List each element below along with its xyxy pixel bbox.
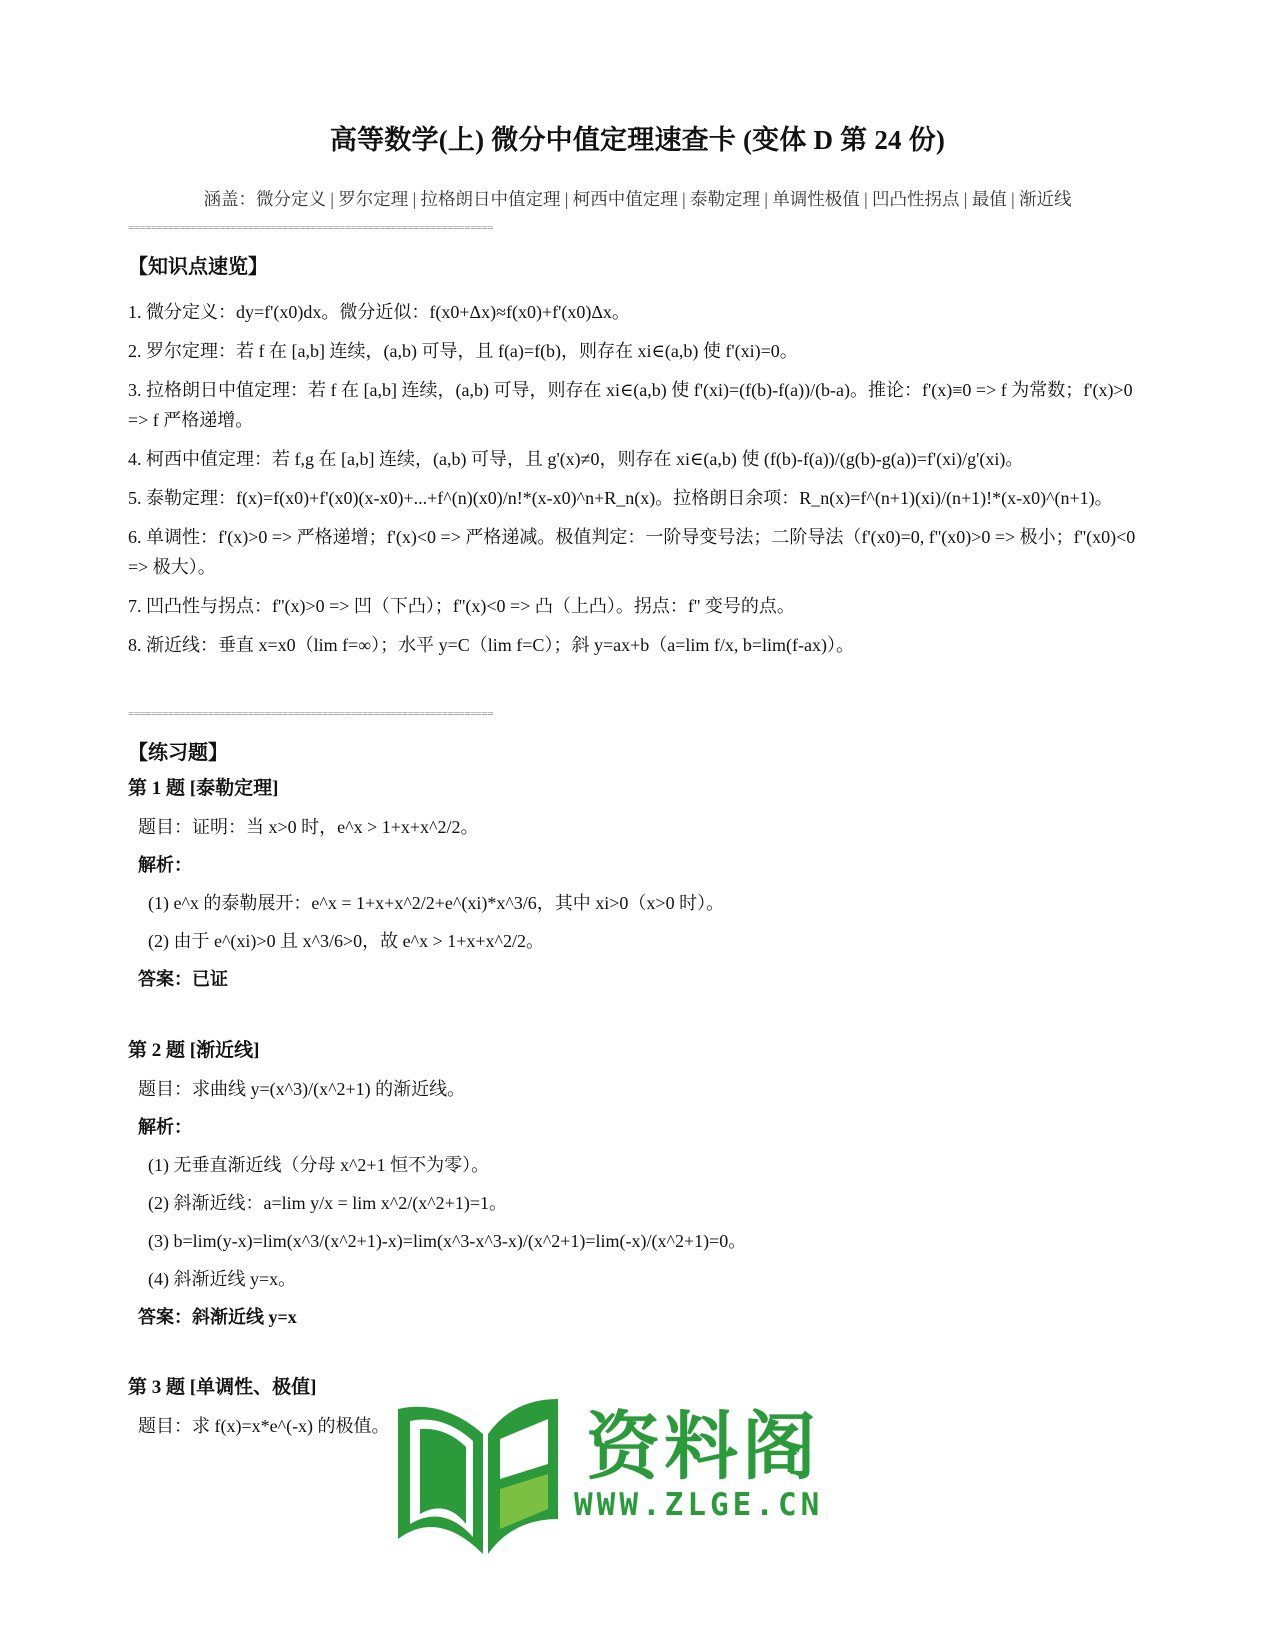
open-book-icon (388, 1379, 568, 1559)
analysis-label: 解析： (138, 855, 192, 875)
analysis-label: 解析： (138, 1117, 192, 1137)
practice-heading: 【练习题】 (128, 742, 228, 764)
question-title: 第 2 题 [渐近线] (128, 1040, 260, 1061)
question-stem: 题目：求曲线 y=(x^3)/(x^2+1) 的渐近线。 (138, 1079, 466, 1099)
question-1 (128, 774, 1138, 994)
question-stem: 题目：证明：当 x>0 时，e^x > 1+x+x^2/2。 (138, 817, 479, 837)
knowledge-item: 7. 凹凸性与拐点：f''(x)>0 => 凹（下凸）；f''(x)<0 => 凸（上凸）。拐点：f'' 变号的点。 (128, 596, 795, 616)
knowledge-item: 6. 单调性：f'(x)>0 => 严格递增；f'(x)<0 => 严格递减。极值判定：一阶导变号法；二阶导法（f'(x0)=0, f''(x0)>0 => 极小；f''(x0)<0 => 极大）。 (128, 527, 1136, 577)
knowledge-item: 8. 渐近线：垂直 x=x0（lim f=∞）；水平 y=C（lim f=C）；斜 y=ax+b（a=lim f/x, b=lim(f-ax)）。 (128, 635, 854, 655)
separator-bottom: ================================================================ (128, 708, 494, 720)
question-title: 第 1 题 [泰勒定理] (128, 778, 279, 799)
analysis-step: (4) 斜渐近线 y=x。 (148, 1269, 297, 1289)
separator-top: ================================================================ (128, 222, 494, 234)
analysis-step: (1) 无垂直渐近线（分母 x^2+1 恒不为零）。 (148, 1155, 490, 1175)
knowledge-item: 3. 拉格朗日中值定理：若 f 在 [a,b] 连续，(a,b) 可导，则存在 xi∈(a,b) 使 f'(xi)=(f(b)-f(a))/(b-a)。推论：f'(x)≡0 => f 为常数；f'(x)>0 => f 严格递增。 (128, 380, 1133, 430)
watermark-logo (398, 1383, 858, 1563)
knowledge-item: 5. 泰勒定理：f(x)=f(x0)+f'(x0)(x-x0)+...+f^(n)(x0)/n!*(x-x0)^n+R_n(x)。拉格朗日余项：R_n(x)=f^(n+1)(xi)/(n+1)!*(x-x0)^(n+1)。 (128, 488, 1113, 508)
knowledge-heading: 【知识点速览】 (128, 256, 268, 278)
analysis-step: (1) e^x 的泰勒展开：e^x = 1+x+x^2/2+e^(xi)*x^3/6，其中 xi>0（x>0 时）。 (148, 893, 725, 913)
question-answer: 答案：已证 (138, 969, 228, 989)
analysis-step: (2) 斜渐近线：a=lim y/x = lim x^2/(x^2+1)=1。 (148, 1193, 507, 1213)
page-subtitle: 涵盖：微分定义 | 罗尔定理 | 拉格朗日中值定理 | 柯西中值定理 | 泰勒定理 | 单调性极值 | 凹凸性拐点 | 最值 | 渐近线 (203, 189, 1072, 209)
question-stem: 题目：求 f(x)=x*e^(-x) 的极值。 (138, 1416, 390, 1436)
question-title: 第 3 题 [单调性、极值] (128, 1377, 317, 1398)
knowledge-item: 1. 微分定义：dy=f'(x0)dx。微分近似：f(x0+Δx)≈f(x0)+f'(x0)Δx。 (128, 302, 630, 322)
question-answer: 答案：斜渐近线 y=x (138, 1307, 297, 1327)
knowledge-list (128, 297, 1138, 669)
watermark-name: 资料阁 (586, 1404, 820, 1490)
analysis-step: (2) 由于 e^(xi)>0 且 x^3/6>0，故 e^x > 1+x+x^2/2。 (148, 931, 544, 951)
knowledge-item: 2. 罗尔定理：若 f 在 [a,b] 连续，(a,b) 可导，且 f(a)=f(b)，则存在 xi∈(a,b) 使 f'(xi)=0。 (128, 341, 798, 361)
page-title: 高等数学(上) 微分中值定理速查卡 (变体 D 第 24 份) (329, 125, 946, 155)
question-2 (128, 1036, 1138, 1332)
analysis-step: (3) b=lim(y-x)=lim(x^3/(x^2+1)-x)=lim(x^3-x^3-x)/(x^2+1)=lim(-x)/(x^2+1)=0。 (148, 1231, 747, 1251)
watermark-url: WWW.ZLGE.CN (574, 1487, 824, 1523)
knowledge-item: 4. 柯西中值定理：若 f,g 在 [a,b] 连续，(a,b) 可导，且 g'(x)≠0，则存在 xi∈(a,b) 使 (f(b)-f(a))/(g(b)-g(a))=f'(xi)/g'(xi)。 (128, 449, 1024, 469)
